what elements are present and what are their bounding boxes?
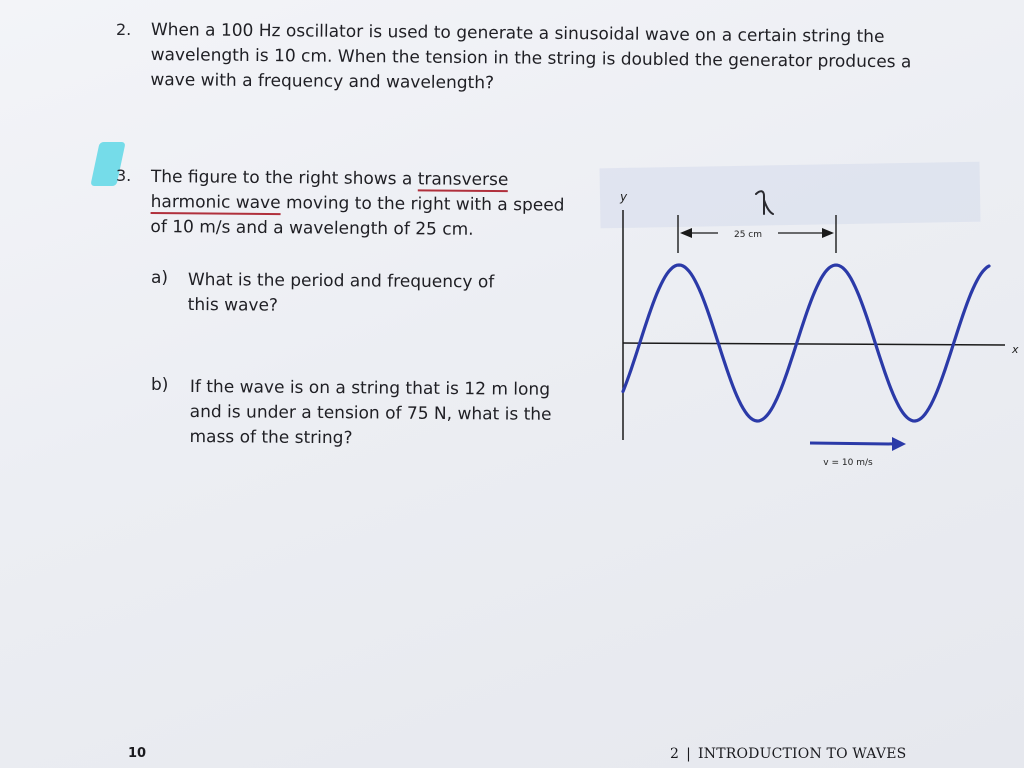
question-2-line-3: wave with a frequency and wavelength?	[150, 69, 495, 94]
footer-section-title: INTRODUCTION TO WAVES	[698, 746, 907, 762]
question-3-line-3: of 10 m/s and a wavelength of 25 cm.	[150, 216, 474, 240]
wave-figure	[600, 185, 1020, 475]
underlined-word-transverse: transverse	[417, 169, 509, 191]
question-2-line-2: wavelength is 10 cm. When the tension in the string is doubled the generator produces a	[150, 44, 912, 73]
question-3-line-1	[151, 165, 565, 194]
y-axis-label: y	[620, 190, 628, 204]
velocity-arrow-head	[892, 437, 906, 451]
part-a-line-2: this wave?	[187, 294, 279, 316]
part-b-line-3: mass of the string?	[189, 426, 353, 449]
question-3-text	[150, 165, 564, 244]
question-2-line-1: When a 100 Hz oscillator is used to generate a sinusoidal wave on a certain string the	[150, 19, 885, 48]
part-b-text	[189, 375, 551, 453]
x-axis-label: x	[1012, 343, 1019, 356]
question-3-line-2-suffix: moving to the right with a speed	[280, 193, 565, 216]
question-3-number: 3.	[116, 166, 132, 185]
part-a-label: a)	[151, 268, 169, 288]
question-3-line-1-prefix: The figure to the right shows a	[150, 166, 418, 190]
part-b-line-1: If the wave is on a string that is 12 m long	[189, 376, 551, 400]
footer-separator: |	[686, 746, 692, 762]
x-axis-line	[623, 343, 1005, 345]
wavelength-arrow-left-head	[680, 228, 692, 238]
footer-running-head	[670, 746, 906, 762]
footer-page-number-right: 2	[670, 746, 680, 762]
footer-page-number-left: 10	[128, 746, 147, 761]
wavelength-arrow-right-head	[822, 228, 834, 238]
part-a-line-1: What is the period and frequency of	[187, 269, 495, 293]
question-2-number: 2.	[116, 20, 132, 39]
part-a-text	[188, 268, 495, 320]
velocity-label: v = 10 m/s	[823, 458, 873, 468]
part-b-label: b)	[151, 375, 169, 395]
part-b-line-2: and is under a tension of 75 N, what is the	[189, 401, 552, 425]
question-2-text	[150, 18, 911, 100]
velocity-arrow-shaft	[810, 443, 895, 444]
wavelength-label: 25 cm	[733, 230, 763, 240]
question-3-line-2	[151, 190, 565, 219]
underlined-phrase-harmonic-wave: harmonic wave	[150, 191, 281, 214]
